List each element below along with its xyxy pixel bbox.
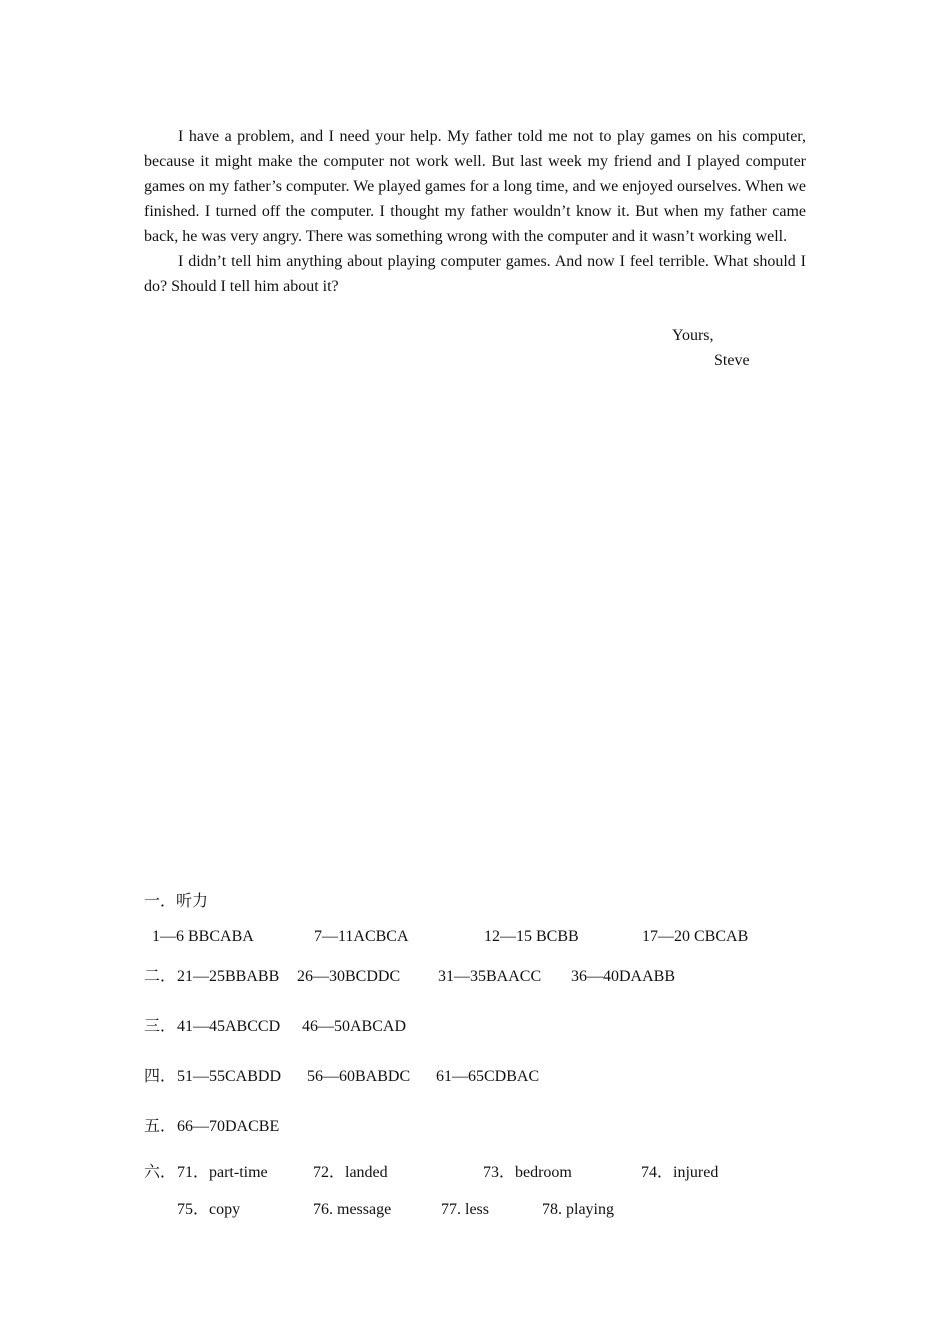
answer-section-label: 六． xyxy=(144,1164,177,1181)
letter-paragraph: I didn’t tell him anything about playing computer games. And now I feel terrible. What should I do? Should I tell him about it? xyxy=(144,253,806,295)
answer-item: 77. less xyxy=(441,1201,489,1218)
letter-closing: Yours, xyxy=(672,327,714,344)
answer-section-label: 五． xyxy=(144,1118,177,1135)
answer-item: 31—35BAACC xyxy=(438,968,542,985)
answer-item: 41—45ABCCD xyxy=(177,1018,281,1035)
letter-body xyxy=(144,124,806,299)
answer-item: 26—30BCDDC xyxy=(297,968,401,985)
answer-item: 21—25BBABB xyxy=(177,968,280,985)
answer-item: 75．copy xyxy=(177,1201,241,1218)
answer-section-label: 四． xyxy=(144,1068,177,1085)
answer-item: 74．injured xyxy=(641,1164,719,1181)
answer-item: 36—40DAABB xyxy=(571,968,676,985)
answer-item: 46—50ABCAD xyxy=(302,1018,407,1035)
answer-item: 1—6 BBCABA xyxy=(152,928,254,945)
answer-item: 12—15 BCBB xyxy=(484,928,579,945)
answer-item: 56—60BABDC xyxy=(307,1068,411,1085)
answer-item: 72．landed xyxy=(313,1164,388,1181)
answer-section-label: 三． xyxy=(144,1018,177,1035)
answer-item: 66—70DACBE xyxy=(177,1118,280,1135)
answer-item: 76. message xyxy=(313,1201,392,1218)
answer-section-label: 二． xyxy=(144,968,177,985)
answer-item: 61—65CDBAC xyxy=(436,1068,540,1085)
answer-item: 78. playing xyxy=(542,1201,614,1218)
answer-item: 71．part-time xyxy=(177,1164,268,1181)
answer-item: 51—55CABDD xyxy=(177,1068,282,1085)
answer-section-label: 一．听力 xyxy=(144,893,209,910)
answer-item: 7—11ACBCA xyxy=(314,928,409,945)
letter-signature: Steve xyxy=(714,352,750,369)
answer-item: 17—20 CBCAB xyxy=(642,928,749,945)
answer-item: 73．bedroom xyxy=(483,1164,572,1181)
letter-paragraph: I have a problem, and I need your help. My father told me not to play games on his computer, because it might make the computer not work well. But last week my friend and I played computer games on my father’s computer. We played games for a long time, and we enjoyed ourselves. When we finished. I turned off the computer. I thought my father wouldn’t know it. But when my father came back, he was very angry. There was something wrong with the computer and it wasn’t working well. xyxy=(144,128,806,245)
